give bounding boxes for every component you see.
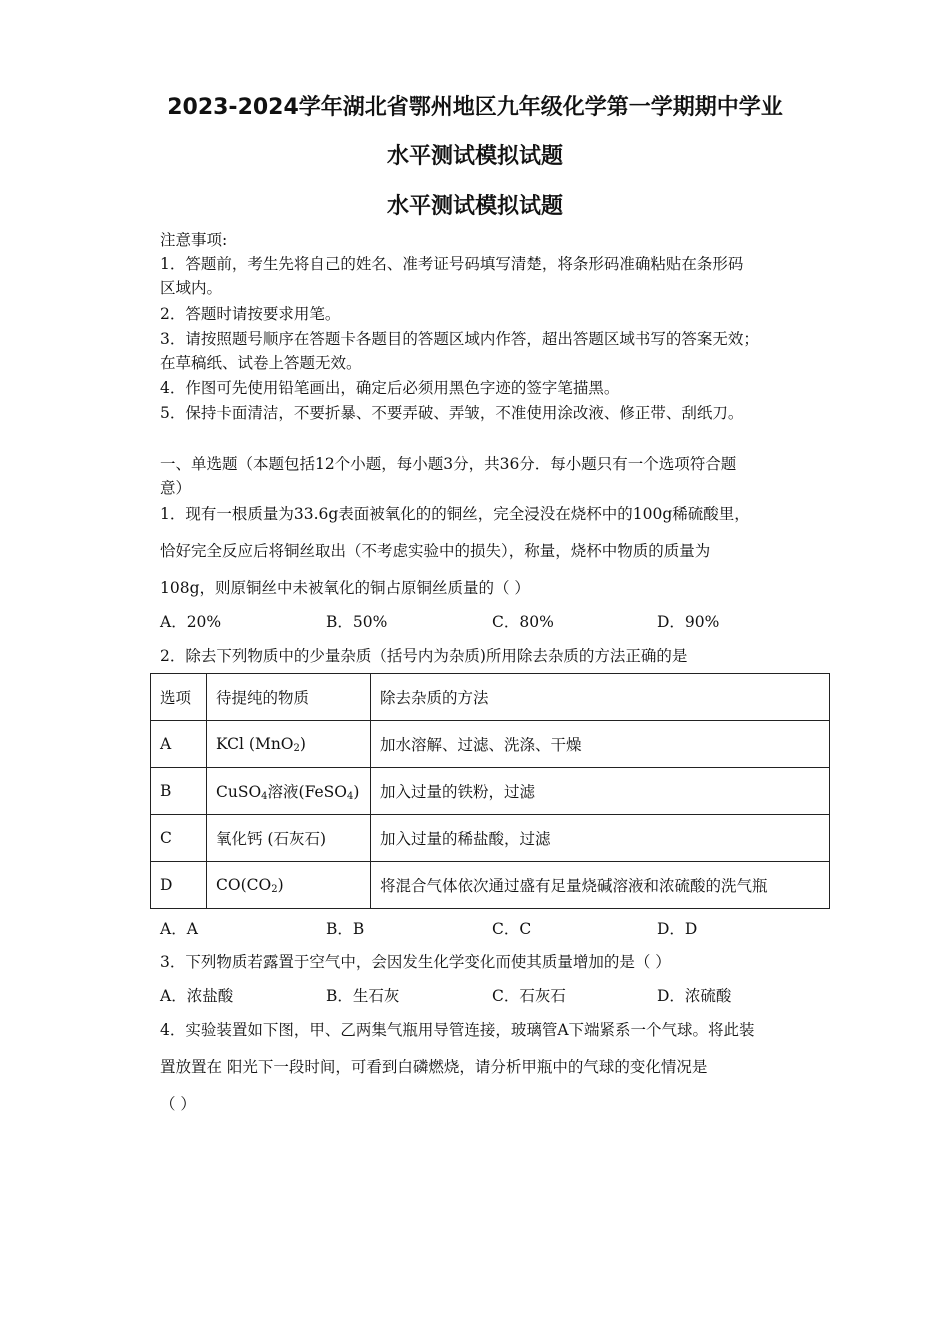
q4-stem-line3: （ ） xyxy=(160,1095,196,1113)
q2-option-a: A．A xyxy=(160,920,198,938)
row-substance xyxy=(207,721,371,768)
table-row xyxy=(151,721,830,768)
row-substance xyxy=(207,862,371,909)
exam-title-line3: 水平测试模拟试题 xyxy=(386,194,563,219)
notice-item: 5．保持卡面清洁，不要折暴、不要弄破、弄皱，不准使用涂改液、修正带、刮纸刀。 xyxy=(160,404,744,422)
q4-stem-line1: 4．实验装置如下图，甲、乙两集气瓶用导管连接，玻璃管A下端紧系一个气球。将此装 xyxy=(160,1021,755,1039)
exam-title-line2: 水平测试模拟试题 xyxy=(386,144,563,169)
substance-text: ) xyxy=(277,875,284,894)
table-row xyxy=(151,768,830,815)
subscript: 2 xyxy=(271,883,278,895)
header-cell-substance: 待提纯的物质 xyxy=(207,674,371,721)
q1-option-b: B．50% xyxy=(326,613,388,631)
subscript: 4 xyxy=(261,791,268,802)
notice-item: 4．作图可先使用铅笔画出，确定后必须用黑色字迹的签字笔描黑。 xyxy=(160,379,620,397)
substance-text: 溶液(FeSO xyxy=(267,783,347,801)
q1-stem-line3: 108g，则原铜丝中未被氧化的铜占原铜丝质量的（ ） xyxy=(160,579,530,597)
row-substance xyxy=(207,815,371,862)
q1-stem-line1: 1．现有一根质量为33.6g表面被氧化的的铜丝，完全浸没在烧杯中的100g稀硫酸里， xyxy=(160,505,750,523)
subscript: 2 xyxy=(293,742,300,754)
q1-option-d: D．90% xyxy=(657,613,720,631)
header-cell-method: 除去杂质的方法 xyxy=(371,674,830,721)
substance-text: ) xyxy=(299,734,306,753)
row-substance xyxy=(207,768,371,815)
row-option: B xyxy=(151,768,207,815)
q2-stem: 2．除去下列物质中的少量杂质（括号内为杂质)所用除去杂质的方法正确的是 xyxy=(160,647,688,665)
header-cell-option: 选项 xyxy=(151,674,207,721)
notice-item: 在草稿纸、试卷上答题无效。 xyxy=(160,354,362,372)
q1-stem-line2: 恰好完全反应后将铜丝取出（不考虑实验中的损失），称量，烧杯中物质的质量为 xyxy=(160,542,711,560)
q3-option-b: B．生石灰 xyxy=(326,987,400,1005)
notice-item: 1．答题前，考生先将自己的姓名、准考证号码填写清楚，将条形码准确粘贴在条形码 xyxy=(160,255,744,273)
q2-table xyxy=(150,673,830,909)
notice-item: 区域内。 xyxy=(160,279,223,297)
table-header-row xyxy=(151,674,830,721)
substance-text: 氧化钙 (石灰石) xyxy=(216,830,327,848)
section-heading: 一、单选题（本题包括12个小题，每小题3分，共36分．每小题只有一个选项符合题 xyxy=(160,455,737,473)
q3-option-c: C．石灰石 xyxy=(492,987,566,1005)
q4-stem-line2: 置放置在 阳光下一段时间，可看到白磷燃烧，请分析甲瓶中的气球的变化情况是 xyxy=(160,1058,708,1076)
subscript: 4 xyxy=(347,791,354,802)
substance-text: CuSO xyxy=(216,783,262,801)
q1-option-c: C．80% xyxy=(492,613,554,631)
q2-option-d: D．D xyxy=(657,920,698,938)
substance-text: ) xyxy=(353,783,360,801)
substance-text: KCl (MnO xyxy=(216,734,294,753)
q3-option-a: A．浓盐酸 xyxy=(160,987,234,1005)
row-option: D xyxy=(151,862,207,909)
row-method: 加入过量的铁粉，过滤 xyxy=(371,768,830,815)
notice-heading: 注意事项: xyxy=(160,231,228,249)
q2-option-b: B．B xyxy=(326,920,365,938)
row-method: 加水溶解、过滤、洗涤、干燥 xyxy=(371,721,830,768)
row-method: 加入过量的稀盐酸，过滤 xyxy=(371,815,830,862)
q3-option-d: D．浓硫酸 xyxy=(657,987,732,1005)
notice-item: 3．请按照题号顺序在答题卡各题目的答题区域内作答，超出答题区域书写的答案无效； xyxy=(160,330,759,348)
row-method: 将混合气体依次通过盛有足量烧碱溶液和浓硫酸的洗气瓶 xyxy=(371,862,830,909)
row-option: C xyxy=(151,815,207,862)
section-heading-cont: 意） xyxy=(160,479,192,497)
q1-option-a: A．20% xyxy=(160,613,222,631)
table-row xyxy=(151,862,830,909)
notice-item: 2．答题时请按要求用笔。 xyxy=(160,305,341,323)
substance-text: CO(CO xyxy=(216,875,272,894)
q2-option-c: C．C xyxy=(492,920,532,938)
table-row xyxy=(151,815,830,862)
row-option: A xyxy=(151,721,207,768)
exam-title-line1: 2023-2024学年湖北省鄂州地区九年级化学第一学期期中学业 xyxy=(167,95,783,120)
q3-stem: 3．下列物质若露置于空气中，会因发生化学变化而使其质量增加的是（ ） xyxy=(160,953,671,971)
